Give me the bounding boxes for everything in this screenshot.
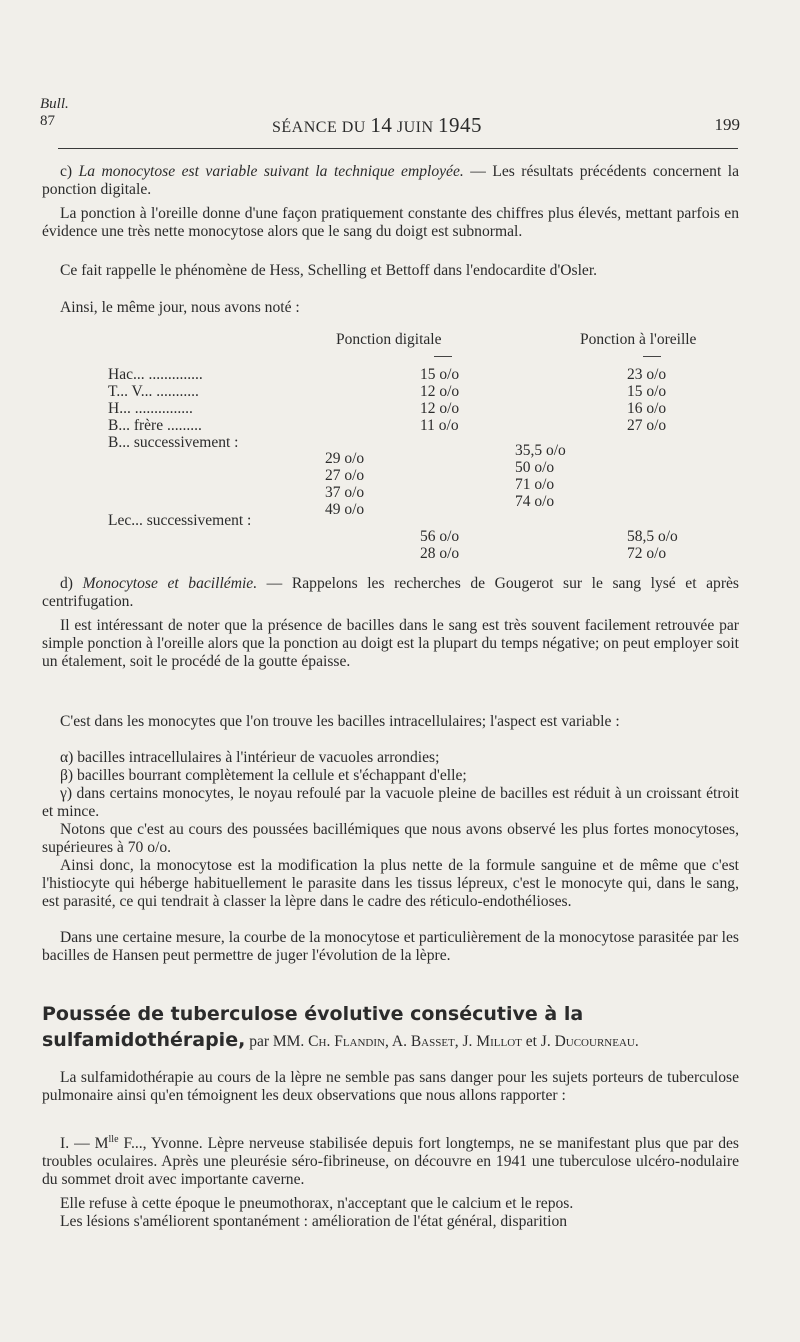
page-number: 199 [714, 115, 740, 134]
volume-number: 87 [40, 113, 55, 129]
d-text: — Rappelons les recherches de Gougerot sur le sang lysé et après centrifugation. [42, 575, 740, 610]
list-item-text: γ) dans certains monocytes, le noyau refoulé par la vacuole pleine de bacilles est réduit à un croissant étroit et mince. [42, 785, 739, 820]
ear-values [627, 366, 666, 434]
value-cell: 12 o/o [420, 383, 460, 400]
article-last-author: J. Ducourneau. [540, 1033, 639, 1050]
patient-name: Hac... .............. [108, 366, 203, 383]
c-label: c) [60, 163, 79, 180]
article-by: par MM. [245, 1033, 309, 1050]
value-cell: 29 o/o [325, 450, 365, 467]
value-cell: 58,5 o/o [627, 528, 678, 545]
case-text: F..., Yvonne. Lèpre nerveuse stabilisée depuis fort longtemps, ne se manifestant plus que par des troubles oculaires. Après une pleurésie séro-fibrineuse, on découvre en 1941 une tuberculose ulcéro-nodulaire du sommet droit avec importante caverne. [42, 1135, 739, 1189]
article-title [42, 1001, 742, 1055]
paragraph-d [42, 575, 739, 611]
value-cell: 28 o/o [420, 545, 460, 562]
case-1-paragraph-2 [42, 1195, 739, 1213]
list-item-text: β) bacilles bourrant complètement la cellule et s'échappant d'elle; [60, 767, 467, 784]
paragraph-d-1 [42, 617, 739, 671]
session-day: 14 [370, 113, 393, 137]
column-dash [643, 356, 661, 357]
value-cell: 72 o/o [627, 545, 667, 562]
list-item-text: α) bacilles intracellulaires à l'intérieur de vacuoles arrondies; [60, 749, 440, 766]
paragraph-text: Dans une certaine mesure, la courbe de la monocytose et particulièrement de la monocytose parasitée par les bacilles de Hansen peut permettre de juger l'évolution de la lèpre. [42, 929, 739, 964]
session-year: 1945 [438, 113, 483, 137]
journal-abbrev: Bull. [40, 96, 69, 112]
paragraph-text: C'est dans les monocytes que l'on trouve les bacilles intracellulaires; l'aspect est variable : [60, 713, 620, 730]
paragraph-text: Elle refuse à cette époque le pneumothorax, n'acceptant que le calcium et le repos. [60, 1195, 574, 1212]
d-label: d) [60, 575, 83, 592]
d-title: Monocytose et bacillémie. [82, 575, 258, 592]
value-cell: 23 o/o [627, 366, 667, 383]
paragraph-d-3 [42, 821, 739, 857]
paragraph-text: Ainsi donc, la monocytose est la modification la plus nette de la formule sanguine et de même que c'est l'histiocyte qui héberge habituellement le parasite dans les tissus lépreux, c'est le monocyte qui, dans le sang, est parasité, ce qui tendrait à classer la lèpre dans le cadre des réticulo-endothélioses. [42, 857, 739, 910]
article-title-text: Poussée de tuberculose évolutive consécutive à la sulfamidothérapie, [42, 1003, 584, 1051]
value-cell: 49 o/o [325, 501, 365, 518]
value-cell: 35,5 o/o [515, 442, 566, 459]
c-title: La monocytose est variable suivant la technique employée. [78, 163, 464, 180]
paragraph-text: Il est intéressant de noter que la présence de bacilles dans le sang est très souvent facilement retrouvée par simple ponction à l'oreille alors que la ponction au doigt est la plupart du temps négative; on peut employer soit un étalement, soit le procédé de la goutte épaisse. [42, 617, 739, 670]
paragraph-text: Notons que c'est au cours des poussées bacillémiques que nous avons observé les plus fortes monocytoses, supérieures à 70 o/o. [42, 821, 739, 856]
value-cell: 37 o/o [325, 484, 365, 501]
article-and: et [521, 1033, 541, 1050]
session-prefix: SÉANCE DU [272, 119, 371, 136]
digital-values [420, 366, 459, 434]
list-item-alpha [42, 749, 739, 767]
patient-name: B... frère ......... [108, 417, 202, 434]
paragraph-c [42, 163, 739, 199]
lec-successive-label: Lec... successivement : [108, 512, 252, 529]
paragraph-d-2 [42, 713, 739, 731]
lec-ear-values [627, 528, 678, 562]
paragraph-hess [42, 262, 739, 280]
header-rule [58, 148, 738, 149]
article-authors: Ch. Flandin, A. Basset, J. Millot [308, 1033, 522, 1050]
paragraph-same-day [42, 299, 739, 317]
patient-name: H... ............... [108, 400, 193, 417]
c-text: — Les résultats précédents concernent la ponction digitale. [42, 163, 739, 198]
paragraph-text: La ponction à l'oreille donne d'une façon pratiquement constante des chiffres plus élevés, mettant parfois en évidence une très nette monocytose alors que le sang du doigt est subnormal. [42, 205, 739, 240]
article-intro [42, 1069, 739, 1105]
running-head [272, 113, 482, 138]
case-1-paragraph-3 [42, 1213, 739, 1231]
value-cell: 15 o/o [627, 383, 667, 400]
value-cell: 15 o/o [420, 366, 460, 383]
column-header-ear: Ponction à l'oreille [580, 331, 697, 348]
session-month: JUIN [392, 119, 439, 136]
value-cell: 27 o/o [627, 417, 667, 434]
list-item-beta [42, 767, 739, 785]
value-cell: 71 o/o [515, 476, 555, 493]
lec-digital-values [420, 528, 459, 562]
value-cell: 16 o/o [627, 400, 667, 417]
value-cell: 74 o/o [515, 493, 555, 510]
value-cell: 12 o/o [420, 400, 460, 417]
paragraph-text: Les lésions s'améliorent spontanément : amélioration de l'état général, disparition [60, 1213, 568, 1230]
value-cell: 56 o/o [420, 528, 460, 545]
column-header-digital: Ponction digitale [336, 331, 442, 348]
b-successive-label: B... successivement : [108, 434, 239, 451]
paragraph-ear-puncture [42, 205, 739, 241]
case-1 [42, 1131, 739, 1189]
value-cell: 11 o/o [420, 417, 459, 434]
patient-name: T... V... ........... [108, 383, 199, 400]
paragraph-text: La sulfamidothérapie au cours de la lèpre ne semble pas sans danger pour les sujets porteurs de tuberculose pulmonaire ainsi qu'en témoignent les deux observations que nous allons rapporter : [42, 1069, 739, 1104]
case-sup: lle [108, 1134, 119, 1145]
journal-marginalia [40, 96, 69, 130]
value-cell: 50 o/o [515, 459, 555, 476]
paragraph-text: Ce fait rappelle le phénomène de Hess, Schelling et Bettoff dans l'endocardite d'Osler. [60, 262, 598, 279]
b-digital-values [325, 450, 364, 518]
paragraph-d-5 [42, 929, 739, 965]
column-dash [434, 356, 452, 357]
paragraph-text: Ainsi, le même jour, nous avons noté : [60, 299, 300, 316]
b-ear-values [515, 442, 566, 510]
list-item-gamma [42, 785, 739, 821]
paragraph-d-4 [42, 857, 739, 911]
case-prefix: I. — M [60, 1135, 109, 1153]
value-cell: 27 o/o [325, 467, 365, 484]
table-row [108, 366, 238, 451]
